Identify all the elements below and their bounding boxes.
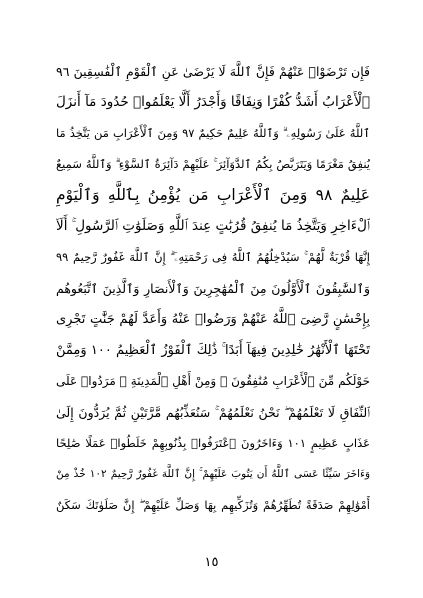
- page-number: ١٥: [204, 555, 219, 570]
- text-line-10: تَحْتَهَا ٱلْأَنْهَٰرُ خَٰلِدِينَ فِيهَآ أَبَدًا ۚ ذَٰلِكَ ٱلْفَوْزُ ٱلْعَظِيمُ ١٠٠ وَمِمَّنْ: [56, 343, 370, 358]
- text-line-4: يُنفِقُ مَغْرَمًا وَيَتَرَبَّصُ بِكُمُ ٱلدَّوَآئِرَ ۚ عَلَيْهِمْ دَآئِرَةُ ٱلسَّوْءِ ۗ وَٱللَّهُ سَمِيعٌ: [56, 157, 370, 171]
- text-line-13: عَذَابٍ عَظِيمٍ ١٠١ وَءَاخَرُونَ ٱعْتَرَفُوا۟ بِذُنُوبِهِمْ خَلَطُوا۟ عَمَلًا صَٰلِحًا: [56, 436, 370, 450]
- quran-text-block: [56, 56, 370, 521]
- text-line-8: وَٱلسَّٰبِقُونَ ٱلْأَوَّلُونَ مِنَ ٱلْمُهَٰجِرِينَ وَٱلْأَنصَارِ وَٱلَّذِينَ ٱتَّبَعُوهُم: [56, 281, 370, 296]
- text-line-15: أَمْوَٰلِهِمْ صَدَقَةً تُطَهِّرُهُمْ وَتُزَكِّيهِم بِهَا وَصَلِّ عَلَيْهِمْ ۖ إِنَّ صَلَوٰتَكَ سَكَنٌ: [56, 498, 370, 512]
- text-line-12: ٱلنِّفَاقِ لَا تَعْلَمُهُمْ ۖ نَحْنُ نَعْلَمُهُمْ ۚ سَنُعَذِّبُهُم مَّرَّتَيْنِ ثُمَّ يُرَدُّونَ إِلَىٰ: [56, 405, 370, 420]
- text-line-6: ٱلْءَاخِرِ وَيَتَّخِذُ مَا يُنفِقُ قُرُبَٰتٍ عِندَ ٱللَّهِ وَصَلَوَٰتِ ٱلرَّسُولِ ۚ أَلَآ: [56, 218, 370, 234]
- text-line-1: فَإِن تَرْضَوْا۟ عَنْهُمْ فَإِنَّ ٱللَّهَ لَا يَرْضَىٰ عَنِ ٱلْقَوْمِ ٱلْفَٰسِقِينَ ٩٦: [56, 64, 370, 79]
- text-line-9: بِإِحْسَٰنٍ رَّضِىَ ٱللَّهُ عَنْهُمْ وَرَضُوا۟ عَنْهُ وَأَعَدَّ لَهُمْ جَنَّٰتٍ تَجْرِى: [56, 312, 370, 327]
- text-line-7: إِنَّهَا قُرْبَةٌ لَّهُمْ ۚ سَيُدْخِلُهُمُ ٱللَّهُ فِى رَحْمَتِهِۦٓ ۗ إِنَّ ٱللَّهَ غَفُورٌ رَّحِيمٌ ٩٩: [56, 250, 370, 264]
- text-line-5: عَلِيمٌ ٩٨ وَمِنَ ٱلْأَعْرَابِ مَن يُؤْمِنُ بِٱللَّهِ وَٱلْيَوْمِ: [56, 186, 370, 204]
- text-line-11: حَوْلَكُم مِّنَ ٱلْأَعْرَابِ مُنَٰفِقُونَ ۖ وَمِنْ أَهْلِ ٱلْمَدِينَةِ ۖ مَرَدُوا۟ عَلَى: [56, 374, 370, 388]
- text-line-14: وَءَاخَرَ سَيِّئًا عَسَى ٱللَّهُ أَن يَتُوبَ عَلَيْهِمْ ۚ إِنَّ ٱللَّهَ غَفُورٌ رَّحِيمٌ ١٠٢ خُذْ مِنْ: [56, 468, 370, 480]
- text-line-3: ٱللَّهُ عَلَىٰ رَسُولِهِۦ ۗ وَٱللَّهُ عَلِيمٌ حَكِيمٌ ٩٧ وَمِنَ ٱلْأَعْرَابِ مَن يَتَّخِذُ مَا: [56, 126, 370, 140]
- text-line-2: ٱلْأَعْرَابُ أَشَدُّ كُفْرًا وَنِفَاقًا وَأَجْدَرُ أَلَّا يَعْلَمُوا۟ حُدُودَ مَآ أَنزَلَ: [56, 94, 370, 110]
